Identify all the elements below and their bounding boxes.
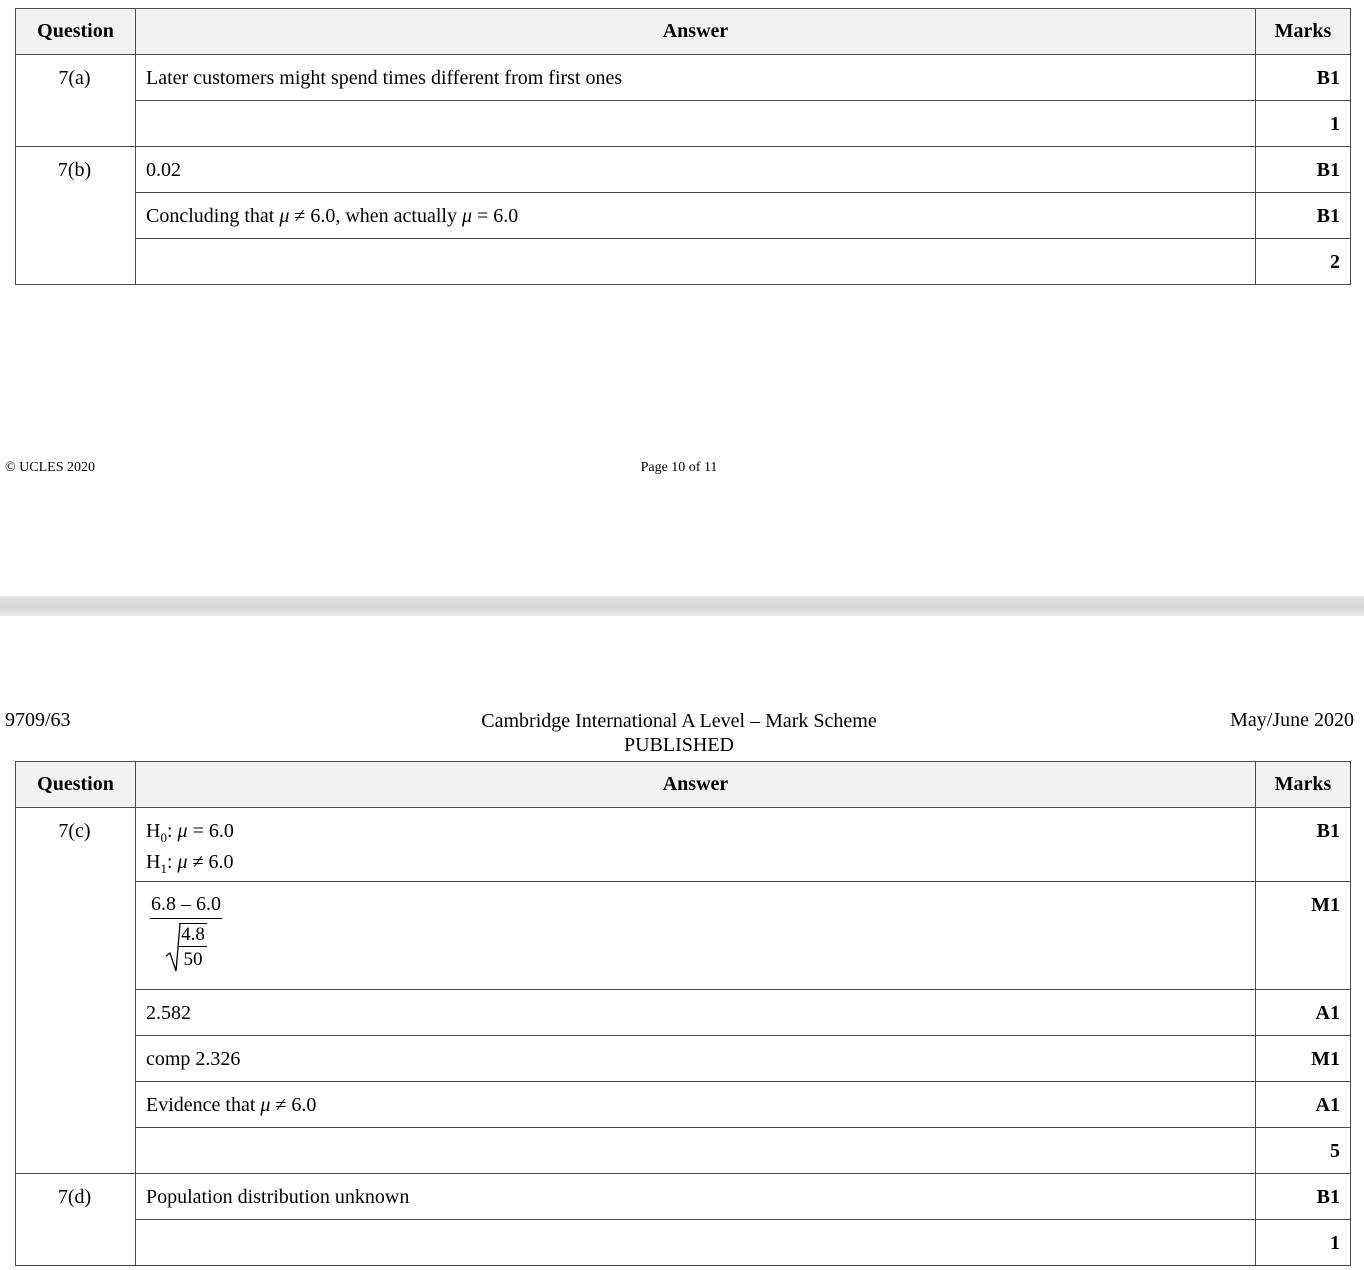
answer-cell: 2.582 [136, 990, 1256, 1036]
answer-cell: Concluding that μ ≠ 6.0, when actually μ = 6.0 [136, 193, 1256, 239]
table-row [16, 1174, 1351, 1220]
mark-cell: B1 [1256, 193, 1351, 239]
mark-scheme-table-page-11 [15, 761, 1351, 1266]
table-row [16, 990, 1351, 1036]
mark-cell: B1 [1256, 55, 1351, 101]
square-root [165, 923, 207, 971]
answer-cell-empty [136, 101, 1256, 147]
question-column-header: Question [16, 9, 136, 55]
title-line: Cambridge International A Level – Mark Scheme [481, 710, 877, 732]
total-mark-cell: 2 [1256, 239, 1351, 285]
test-statistic-fraction [150, 892, 222, 971]
inner-denominator: 50 [183, 949, 203, 970]
table-row [16, 239, 1351, 285]
page-separator [0, 596, 1364, 616]
mark-cell: B1 [1256, 808, 1351, 882]
answer-cell: Population distribution unknown [136, 1174, 1256, 1220]
answer-cell: Later customers might spend times different from first ones [136, 55, 1256, 101]
answer-cell-empty [136, 239, 1256, 285]
exam-session: May/June 2020 [1230, 709, 1354, 731]
table-header-row [16, 9, 1351, 55]
mark-scheme-table-page-10 [15, 8, 1351, 285]
page-number-footer: Page 10 of 11 [640, 460, 718, 475]
answer-cell: 0.02 [136, 147, 1256, 193]
answer-column-header: Answer [136, 9, 1256, 55]
question-column-header: Question [16, 762, 136, 808]
fraction-numerator: 6.8 – 6.0 [150, 892, 222, 919]
mark-cell: A1 [1256, 990, 1351, 1036]
mark-cell: M1 [1256, 1036, 1351, 1082]
copyright-footer: © UCLES 2020 [5, 460, 95, 475]
total-mark-cell: 5 [1256, 1128, 1351, 1174]
total-mark-cell: 1 [1256, 1220, 1351, 1266]
mark-cell: B1 [1256, 1174, 1351, 1220]
table-row [16, 1082, 1351, 1128]
answer-cell: Evidence that μ ≠ 6.0 [136, 1082, 1256, 1128]
answer-cell: comp 2.326 [136, 1036, 1256, 1082]
table-row [16, 55, 1351, 101]
syllabus-code: 9709/63 [5, 709, 71, 731]
table-row [16, 147, 1351, 193]
radical-sign-icon [165, 923, 181, 973]
table-row [16, 1128, 1351, 1174]
question-label-7c: 7(c) [16, 808, 136, 1174]
answer-cell-empty [136, 1128, 1256, 1174]
question-label-7d: 7(d) [16, 1174, 136, 1266]
alternative-hypothesis: $H_1$: μ ≠ 6.0 [146, 851, 234, 876]
table-row [16, 1036, 1351, 1082]
mark-cell: A1 [1256, 1082, 1351, 1128]
hypotheses-cell [136, 808, 1256, 882]
table-row [16, 1220, 1351, 1266]
null-hypothesis: $H_0$: μ = 6.0 [146, 820, 234, 845]
document-title [0, 709, 1358, 757]
marks-column-header: Marks [1256, 9, 1351, 55]
inner-numerator: 4.8 [181, 924, 205, 945]
marks-column-header: Marks [1256, 762, 1351, 808]
table-header-row [16, 762, 1351, 808]
answer-cell-empty [136, 1220, 1256, 1266]
question-label-7b: 7(b) [16, 147, 136, 285]
total-mark-cell: 1 [1256, 101, 1351, 147]
published-line: PUBLISHED [623, 734, 734, 756]
mark-cell: B1 [1256, 147, 1351, 193]
table-row [16, 193, 1351, 239]
table-row [16, 882, 1351, 990]
answer-column-header: Answer [136, 762, 1256, 808]
table-row [16, 101, 1351, 147]
table-row [16, 808, 1351, 882]
question-label-7a: 7(a) [16, 55, 136, 147]
mark-cell: M1 [1256, 882, 1351, 990]
test-statistic-formula-cell [136, 882, 1256, 990]
